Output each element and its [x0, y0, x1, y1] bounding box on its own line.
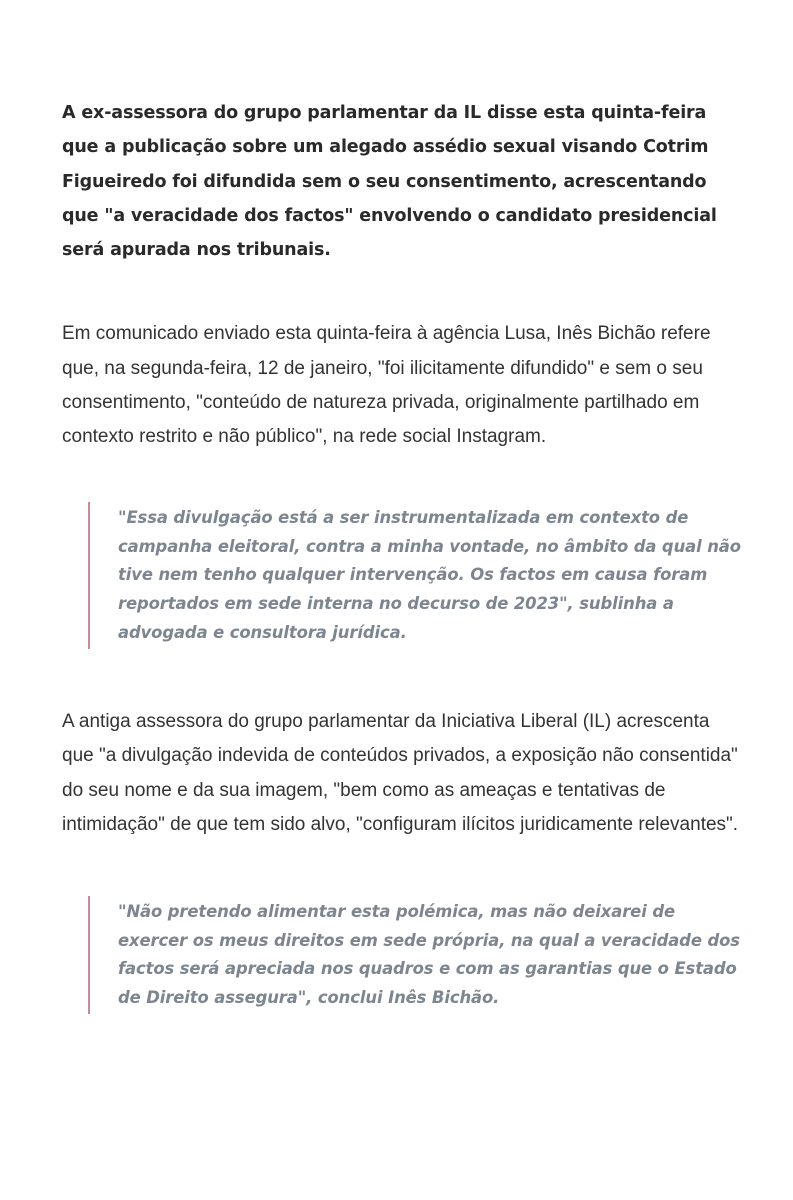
quote-text: "Não pretendo alimentar esta polémica, mas não deixarei de exercer os meus direitos em sede própria, na qual a veracidade dos factos será apreciada nos quadros e com as garantias que o Estado de Direito assegura", conclui Inês Bichão. — [118, 902, 740, 1007]
article-lead: A ex-assessora do grupo parlamentar da IL disse esta quinta-feira que a publicação sobre um alegado assédio sexual visando Cotrim Figueiredo foi difundida sem o seu consentimento, acrescentando que "a veracidade dos factos" envolvendo o candidato presidencial será apurada nos tribunais. — [62, 103, 717, 261]
article-paragraph: A antiga assessora do grupo parlamentar da Iniciativa Liberal (IL) acrescenta que "a divulgação indevida de conteúdos privados, a exposição não consentida" do seu nome e da sua imagem, "bem como as ameaças e tentativas de intimidação" de que tem sido alvo, "configuram ilícitos juridicamente relevantes". — [62, 711, 739, 835]
article-paragraph: Em comunicado enviado esta quinta-feira à agência Lusa, Inês Bichão refere que, na segunda-feira, 12 de janeiro, "foi ilicitamente difundido" e sem o seu consentimento, "conteúdo de natureza privada, originalmente partilhado em contexto restrito e não público", na rede social Instagram. — [62, 323, 711, 448]
quote-text: "Essa divulgação está a ser instrumentalizada em contexto de campanha eleitoral, contra a minha vontade, no âmbito da qual não tive nem tenho qualquer intervenção. Os factos em causa foram reportados em sede interna no decurso de 2023", sublinha a advogada e consultora jurídica. — [118, 508, 741, 642]
blockquote — [88, 896, 742, 1014]
blockquote — [88, 502, 742, 649]
article-body — [62, 96, 742, 1014]
